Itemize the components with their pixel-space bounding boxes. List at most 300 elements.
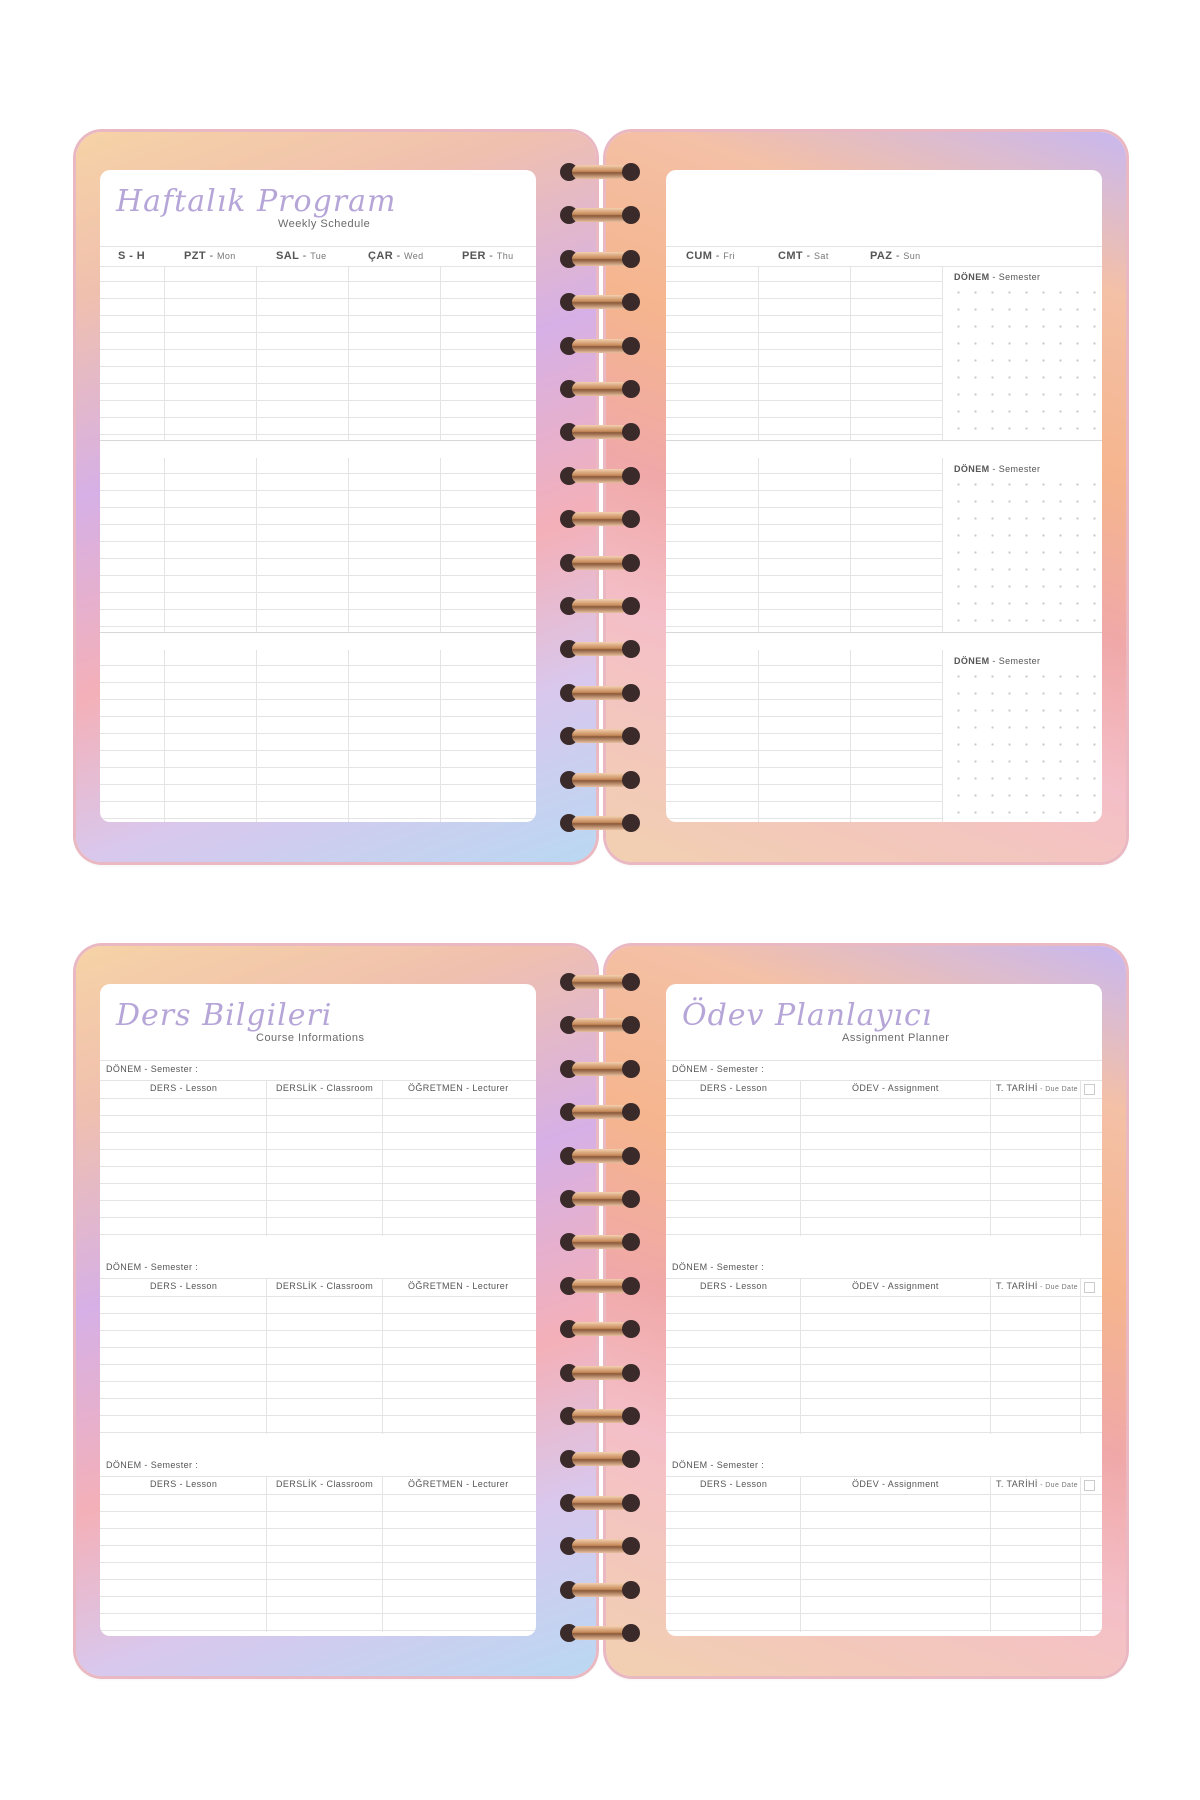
ring-hole: [622, 1537, 640, 1555]
ring-hole: [622, 1233, 640, 1251]
grid-line: [100, 1330, 536, 1331]
grid-line: [666, 1579, 1102, 1580]
grid-line: [100, 665, 536, 666]
ring-wire: [572, 1452, 628, 1466]
column-header: DERS - Lesson: [700, 1281, 768, 1291]
divider: [666, 1080, 1102, 1081]
column-line: [990, 1476, 991, 1632]
grid-line: [100, 1545, 536, 1546]
grid-line: [100, 626, 536, 627]
grid-line: [100, 1217, 536, 1218]
column-line: [440, 266, 441, 440]
semester-label: DÖNEM - Semester :: [106, 1064, 199, 1074]
grid-line: [100, 281, 536, 282]
column-line: [266, 1080, 267, 1236]
column-line: [256, 458, 257, 632]
page-title: Haftalık Program: [116, 184, 397, 219]
grid-line: [666, 784, 942, 785]
column-line: [266, 1476, 267, 1632]
ring-hole: [622, 1320, 640, 1338]
grid-line: [100, 592, 536, 593]
spiral-ring: [560, 1144, 640, 1168]
grid-line: [100, 366, 536, 367]
grid-line: [100, 1562, 536, 1563]
grid-line: [100, 383, 536, 384]
page-subtitle: Assignment Planner: [842, 1032, 950, 1044]
ring-hole: [622, 1450, 640, 1468]
left-cover: [76, 946, 596, 1676]
column-line: [1080, 1080, 1081, 1236]
grid-line: [100, 1398, 536, 1399]
spiral-ring: [560, 464, 640, 488]
column-line: [348, 458, 349, 632]
spiral-ring: [560, 1447, 640, 1471]
grid-line: [666, 1545, 1102, 1546]
column-header: DERS - Lesson: [150, 1083, 218, 1093]
spiral-binding-bottom: [560, 970, 640, 1684]
ring-hole: [622, 250, 640, 268]
grid-line: [666, 281, 942, 282]
semester-label: DÖNEM - Semester :: [672, 1262, 765, 1272]
divider: [666, 1098, 1102, 1099]
column-line: [1080, 1278, 1081, 1434]
ring-wire: [572, 1496, 628, 1510]
spiral-ring: [560, 420, 640, 444]
semester-label: DÖNEM - Semester: [954, 656, 1041, 666]
grid-line: [666, 1313, 1102, 1314]
block-divider: [666, 440, 1102, 441]
grid-line: [100, 767, 536, 768]
grid-line: [666, 366, 942, 367]
grid-line: [666, 383, 942, 384]
column-line: [382, 1476, 383, 1632]
column-line: [348, 266, 349, 440]
grid-line: [666, 750, 942, 751]
grid-line: [100, 490, 536, 491]
grid-line: [666, 699, 942, 700]
block-divider: [100, 632, 536, 633]
ring-hole: [622, 337, 640, 355]
grid-line: [100, 1183, 536, 1184]
grid-line: [100, 716, 536, 717]
grid-line: [666, 1330, 1102, 1331]
grid-line: [666, 801, 942, 802]
ring-wire: [572, 773, 628, 787]
semester-label: DÖNEM - Semester: [954, 464, 1041, 474]
grid-line: [100, 1630, 536, 1631]
grid-line: [100, 298, 536, 299]
ring-wire: [572, 1539, 628, 1553]
grid-line: [100, 733, 536, 734]
ring-hole: [622, 1190, 640, 1208]
grid-line: [100, 1381, 536, 1382]
block-divider: [666, 632, 1102, 633]
ring-hole: [622, 684, 640, 702]
spiral-ring: [560, 203, 640, 227]
spiral-ring: [560, 1361, 640, 1385]
ring-hole: [622, 1277, 640, 1295]
spiral-ring: [560, 1100, 640, 1124]
grid-line: [666, 1613, 1102, 1614]
spiral-ring: [560, 594, 640, 618]
spiral-ring: [560, 160, 640, 184]
grid-line: [666, 716, 942, 717]
spiral-ring: [560, 811, 640, 835]
column-line: [800, 1080, 801, 1236]
grid-line: [100, 1528, 536, 1529]
column-header-sun: PAZ - Sun: [870, 250, 921, 262]
grid-line: [666, 1183, 1102, 1184]
ring-wire: [572, 556, 628, 570]
grid-line: [100, 1347, 536, 1348]
column-header: DERSLİK - Classroom: [276, 1479, 374, 1489]
divider: [100, 1080, 536, 1081]
spiral-ring: [560, 1230, 640, 1254]
grid-line: [666, 298, 942, 299]
column-line: [440, 458, 441, 632]
divider: [100, 1060, 536, 1061]
grid-line: [666, 417, 942, 418]
column-header-mon: PZT - Mon: [184, 250, 236, 262]
column-header-thu: PER - Thu: [462, 250, 514, 262]
dot-grid: [950, 476, 1100, 628]
checkbox-icon: [1084, 1282, 1095, 1293]
ring-hole: [622, 1624, 640, 1642]
grid-line: [666, 1200, 1102, 1201]
spiral-ring: [560, 681, 640, 705]
grid-line: [666, 434, 942, 435]
grid-line: [100, 400, 536, 401]
spiral-ring: [560, 1057, 640, 1081]
column-line: [440, 650, 441, 822]
ring-wire: [572, 1018, 628, 1032]
grid-line: [666, 507, 942, 508]
column-header: T. TARİHİ - Due Date: [996, 1083, 1078, 1093]
grid-line: [666, 1115, 1102, 1116]
spiral-ring: [560, 970, 640, 994]
grid-line: [100, 1234, 536, 1235]
ring-hole: [622, 510, 640, 528]
divider: [100, 1098, 536, 1099]
grid-line: [666, 1398, 1102, 1399]
weekly-left-page: [100, 170, 536, 822]
ring-wire: [572, 339, 628, 353]
semester-label: DÖNEM - Semester :: [672, 1064, 765, 1074]
column-header-sat: CMT - Sat: [778, 250, 829, 262]
column-header: ÖĞRETMEN - Lecturer: [408, 1083, 509, 1093]
grid-line: [100, 1149, 536, 1150]
weekly-right-page: [666, 170, 1102, 822]
grid-line: [666, 1166, 1102, 1167]
spiral-ring: [560, 1491, 640, 1515]
grid-line: [100, 332, 536, 333]
column-line: [758, 266, 759, 440]
divider: [666, 1476, 1102, 1477]
courses-page: [100, 984, 536, 1636]
grid-line: [100, 1364, 536, 1365]
ring-hole: [622, 1147, 640, 1165]
column-line: [942, 266, 943, 440]
divider: [666, 1278, 1102, 1279]
ring-hole: [622, 727, 640, 745]
column-line: [990, 1278, 991, 1434]
ring-wire: [572, 1366, 628, 1380]
column-line: [164, 458, 165, 632]
column-line: [942, 458, 943, 632]
divider: [666, 246, 1102, 247]
right-cover: [606, 132, 1126, 862]
grid-line: [100, 818, 536, 819]
grid-line: [666, 541, 942, 542]
grid-line: [100, 1579, 536, 1580]
ring-hole: [622, 1364, 640, 1382]
column-header-fri: CUM - Fri: [686, 250, 735, 262]
grid-line: [100, 682, 536, 683]
column-header-hour: S - H: [118, 250, 146, 262]
column-header: ÖĞRETMEN - Lecturer: [408, 1479, 509, 1489]
spiral-ring: [560, 334, 640, 358]
ring-wire: [572, 425, 628, 439]
grid-line: [666, 1596, 1102, 1597]
ring-wire: [572, 1583, 628, 1597]
block-divider: [100, 440, 536, 441]
grid-line: [666, 1347, 1102, 1348]
divider: [666, 1494, 1102, 1495]
grid-line: [666, 1511, 1102, 1512]
grid-line: [100, 784, 536, 785]
ring-hole: [622, 1103, 640, 1121]
ring-wire: [572, 469, 628, 483]
grid-line: [666, 332, 942, 333]
divider: [100, 1296, 536, 1297]
grid-line: [100, 315, 536, 316]
grid-line: [666, 682, 942, 683]
ring-hole: [622, 206, 640, 224]
column-line: [800, 1476, 801, 1632]
dot-grid: [950, 284, 1100, 436]
spiral-ring: [560, 1534, 640, 1558]
ring-wire: [572, 599, 628, 613]
right-cover: [606, 946, 1126, 1676]
spiral-ring: [560, 1621, 640, 1645]
grid-line: [666, 315, 942, 316]
ring-wire: [572, 252, 628, 266]
page-subtitle: Course Informations: [256, 1032, 365, 1044]
grid-line: [666, 473, 942, 474]
ring-hole: [622, 814, 640, 832]
divider: [100, 1494, 536, 1495]
ring-hole: [622, 163, 640, 181]
grid-line: [666, 349, 942, 350]
column-header-tue: SAL - Tue: [276, 250, 327, 262]
column-line: [382, 1080, 383, 1236]
column-header: DERS - Lesson: [700, 1083, 768, 1093]
ring-hole: [622, 380, 640, 398]
grid-line: [100, 434, 536, 435]
ring-hole: [622, 1581, 640, 1599]
column-header: ÖĞRETMEN - Lecturer: [408, 1281, 509, 1291]
grid-line: [666, 1234, 1102, 1235]
ring-wire: [572, 295, 628, 309]
grid-line: [666, 609, 942, 610]
grid-line: [666, 1432, 1102, 1433]
column-line: [942, 650, 943, 822]
semester-label: DÖNEM - Semester: [954, 272, 1041, 282]
column-line: [850, 650, 851, 822]
spiral-ring: [560, 768, 640, 792]
grid-line: [100, 575, 536, 576]
semester-label: DÖNEM - Semester :: [106, 1262, 199, 1272]
grid-line: [100, 1200, 536, 1201]
divider: [100, 1476, 536, 1477]
assignments-page: [666, 984, 1102, 1636]
column-line: [164, 266, 165, 440]
grid-line: [100, 349, 536, 350]
grid-line: [100, 1511, 536, 1512]
ring-wire: [572, 1409, 628, 1423]
grid-line: [666, 665, 942, 666]
column-line: [758, 458, 759, 632]
grid-line: [100, 750, 536, 751]
ring-wire: [572, 382, 628, 396]
grid-line: [666, 1217, 1102, 1218]
ring-hole: [622, 640, 640, 658]
grid-line: [100, 558, 536, 559]
divider: [666, 1060, 1102, 1061]
column-header: ÖDEV - Assignment: [852, 1083, 939, 1093]
column-line: [382, 1278, 383, 1434]
column-header: T. TARİHİ - Due Date: [996, 1479, 1078, 1489]
column-line: [348, 650, 349, 822]
column-line: [850, 266, 851, 440]
column-header: T. TARİHİ - Due Date: [996, 1281, 1078, 1291]
spiral-binding-top: [560, 160, 640, 874]
ring-wire: [572, 1192, 628, 1206]
grid-line: [666, 575, 942, 576]
column-header: DERS - Lesson: [150, 1281, 218, 1291]
grid-line: [666, 767, 942, 768]
ring-hole: [622, 771, 640, 789]
spiral-ring: [560, 507, 640, 531]
grid-line: [666, 1132, 1102, 1133]
checkbox-icon: [1084, 1480, 1095, 1491]
grid-line: [100, 1613, 536, 1614]
grid-line: [666, 818, 942, 819]
column-header: DERS - Lesson: [150, 1479, 218, 1489]
ring-hole: [622, 1060, 640, 1078]
grid-line: [666, 1415, 1102, 1416]
ring-wire: [572, 686, 628, 700]
ring-wire: [572, 1149, 628, 1163]
ring-hole: [622, 467, 640, 485]
divider: [100, 246, 536, 247]
left-cover: [76, 132, 596, 862]
dot-grid: [950, 668, 1100, 818]
spiral-ring: [560, 247, 640, 271]
column-line: [758, 650, 759, 822]
grid-line: [666, 1364, 1102, 1365]
ring-wire: [572, 1626, 628, 1640]
ring-hole: [622, 1016, 640, 1034]
grid-line: [100, 1115, 536, 1116]
grid-line: [666, 524, 942, 525]
spiral-ring: [560, 290, 640, 314]
ring-hole: [622, 1494, 640, 1512]
ring-wire: [572, 729, 628, 743]
grid-line: [100, 609, 536, 610]
column-line: [164, 650, 165, 822]
divider: [666, 266, 1102, 267]
ring-wire: [572, 1235, 628, 1249]
grid-line: [666, 626, 942, 627]
grid-line: [666, 400, 942, 401]
grid-line: [100, 417, 536, 418]
spiral-ring: [560, 1274, 640, 1298]
ring-hole: [622, 597, 640, 615]
grid-line: [666, 490, 942, 491]
divider: [100, 266, 536, 267]
ring-wire: [572, 816, 628, 830]
grid-line: [100, 507, 536, 508]
ring-wire: [572, 165, 628, 179]
ring-wire: [572, 642, 628, 656]
grid-line: [100, 473, 536, 474]
grid-line: [666, 1149, 1102, 1150]
spiral-ring: [560, 637, 640, 661]
grid-line: [100, 1596, 536, 1597]
spiral-ring: [560, 1578, 640, 1602]
grid-line: [100, 801, 536, 802]
divider: [100, 1278, 536, 1279]
ring-wire: [572, 1279, 628, 1293]
ring-wire: [572, 1105, 628, 1119]
semester-label: DÖNEM - Semester :: [106, 1460, 199, 1470]
spiral-ring: [560, 1404, 640, 1428]
page-title: Ders Bilgileri: [116, 998, 333, 1033]
ring-hole: [622, 554, 640, 572]
ring-wire: [572, 208, 628, 222]
page-title: Ödev Planlayıcı: [682, 998, 933, 1033]
grid-line: [666, 592, 942, 593]
column-line: [266, 1278, 267, 1434]
ring-hole: [622, 293, 640, 311]
column-header: ÖDEV - Assignment: [852, 1281, 939, 1291]
column-line: [1080, 1476, 1081, 1632]
column-header: DERSLİK - Classroom: [276, 1083, 374, 1093]
spiral-ring: [560, 1013, 640, 1037]
ring-hole: [622, 423, 640, 441]
spiral-ring: [560, 1187, 640, 1211]
grid-line: [666, 1562, 1102, 1563]
grid-line: [100, 541, 536, 542]
grid-line: [666, 1381, 1102, 1382]
ring-hole: [622, 1407, 640, 1425]
column-line: [256, 266, 257, 440]
column-line: [850, 458, 851, 632]
column-line: [800, 1278, 801, 1434]
grid-line: [666, 1528, 1102, 1529]
ring-wire: [572, 1322, 628, 1336]
ring-wire: [572, 512, 628, 526]
ring-hole: [622, 973, 640, 991]
grid-line: [100, 699, 536, 700]
ring-wire: [572, 1062, 628, 1076]
spiral-ring: [560, 377, 640, 401]
checkbox-icon: [1084, 1084, 1095, 1095]
ring-wire: [572, 975, 628, 989]
column-header-wed: ÇAR - Wed: [368, 250, 424, 262]
column-header: ÖDEV - Assignment: [852, 1479, 939, 1489]
